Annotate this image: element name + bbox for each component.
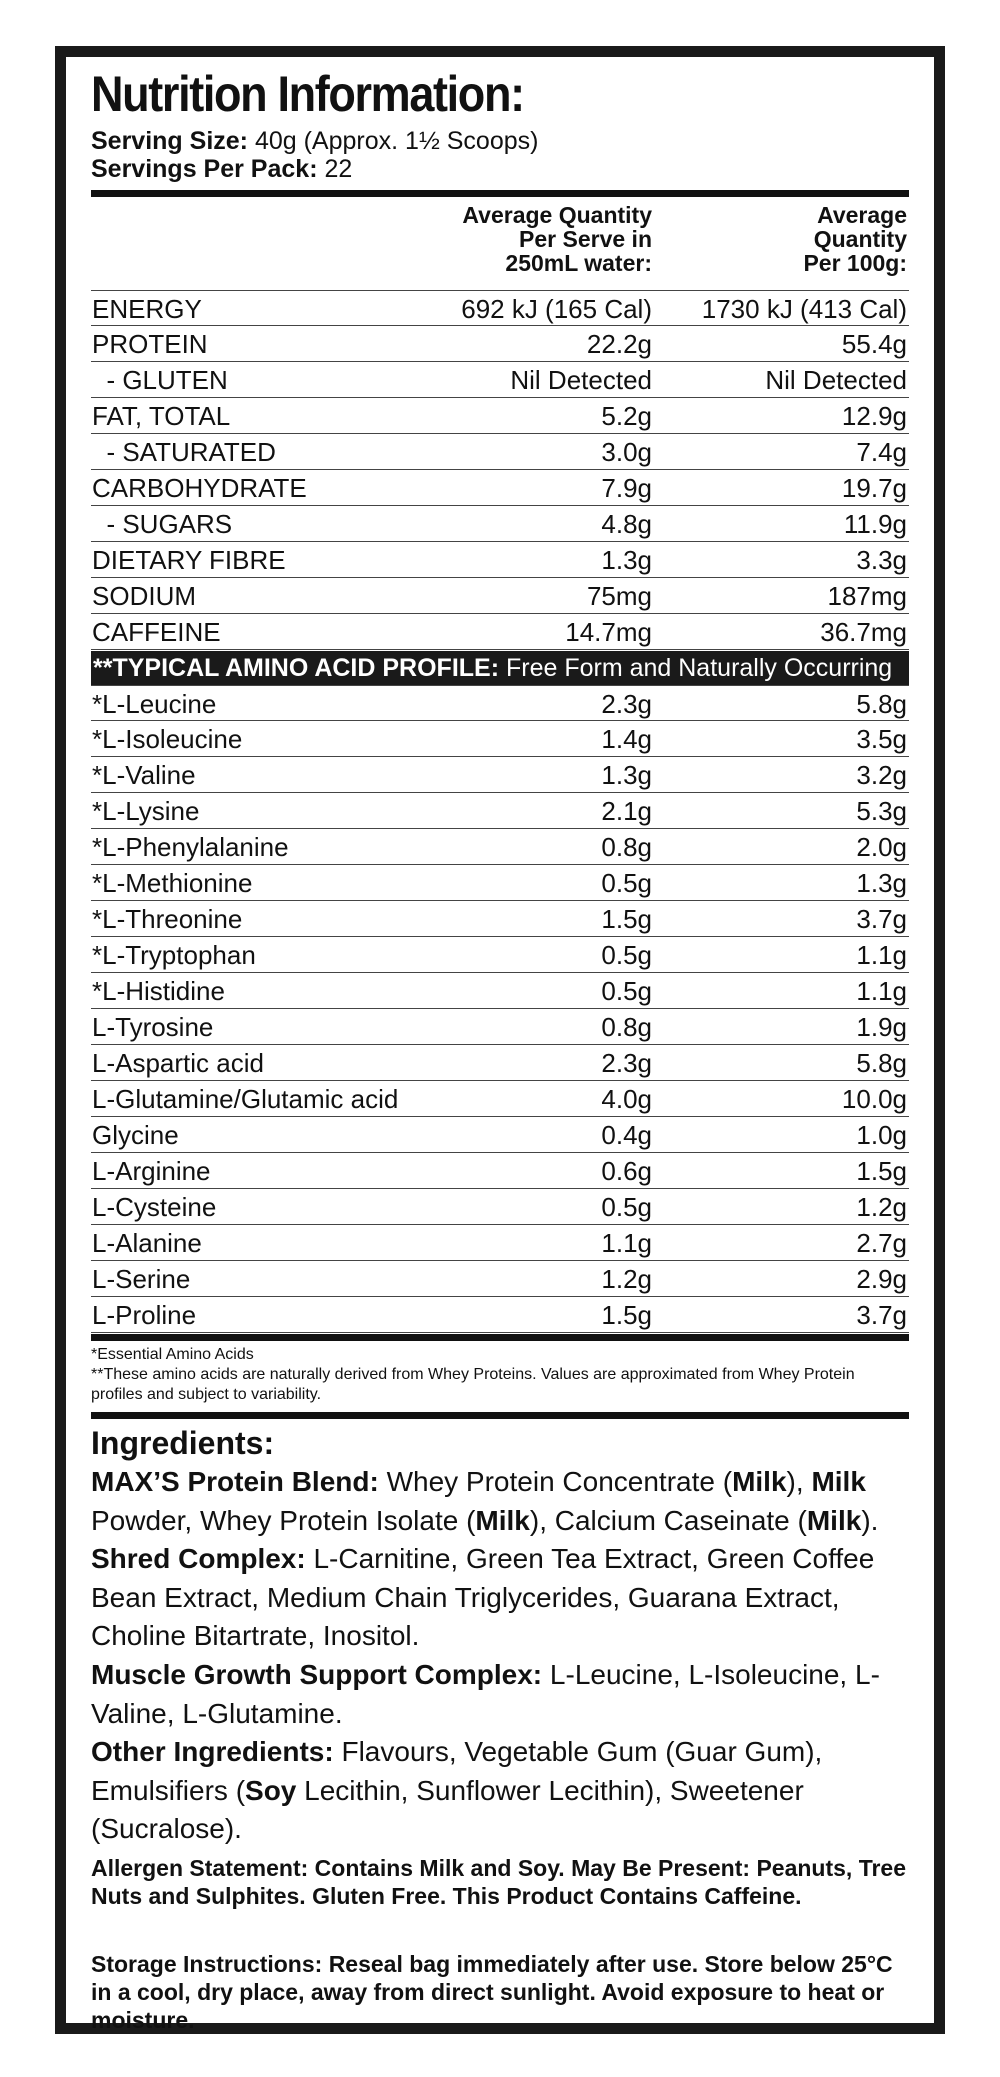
- row-per-100g: 12.9g: [841, 401, 907, 431]
- divider-amino-end: [91, 1334, 909, 1341]
- column-header-per-100g: Average Quantity Per 100g:: [803, 202, 907, 276]
- row-name: PROTEIN: [92, 329, 208, 359]
- row-name: L-Serine: [92, 1264, 191, 1294]
- row-per-100g: 5.8g: [856, 689, 907, 719]
- table-row: [91, 757, 909, 793]
- page-title: Nutrition Information:: [91, 66, 524, 122]
- row-name: L-Arginine: [92, 1156, 211, 1186]
- table-row: [91, 829, 909, 865]
- row-per-serve: 1.1g: [601, 1228, 652, 1258]
- table-row: [91, 685, 909, 721]
- row-per-serve: 0.5g: [601, 868, 652, 898]
- row-name: CAFFEINE: [92, 617, 221, 647]
- table-row: [91, 1297, 909, 1333]
- row-per-serve: 1.3g: [601, 545, 652, 575]
- row-per-100g: 10.0g: [841, 1084, 907, 1114]
- table-row: [91, 1261, 909, 1297]
- row-per-serve: 2.1g: [601, 796, 652, 826]
- ingredients-shred: Shred Complex: L-Carnitine, Green Tea Extract, Green Coffee Bean Extract, Medium Chain Triglycerides, Guarana Extract, Choline Bitartrate, Inositol.: [91, 1543, 875, 1651]
- row-name: *L-Tryptophan: [92, 940, 256, 970]
- table-row: [91, 470, 909, 506]
- amino-profile-title: **TYPICAL AMINO ACID PROFILE:: [93, 654, 500, 682]
- row-name: L-Aspartic acid: [92, 1048, 264, 1078]
- row-name: SODIUM: [92, 581, 196, 611]
- row-per-serve: 7.9g: [601, 473, 652, 503]
- row-per-100g: 2.7g: [856, 1228, 907, 1258]
- row-per-serve: 0.4g: [601, 1120, 652, 1150]
- row-per-serve: 692 kJ (165 Cal): [461, 294, 652, 324]
- row-name: DIETARY FIBRE: [92, 545, 286, 575]
- row-per-100g: 3.5g: [856, 724, 907, 754]
- row-per-serve: 0.5g: [601, 1192, 652, 1222]
- row-per-100g: 1.1g: [856, 940, 907, 970]
- row-per-100g: 55.4g: [841, 329, 907, 359]
- row-per-100g: 1730 kJ (413 Cal): [701, 294, 907, 324]
- row-per-100g: 1.0g: [856, 1120, 907, 1150]
- row-name: L-Cysteine: [92, 1192, 217, 1222]
- row-per-100g: 1.2g: [856, 1192, 907, 1222]
- row-per-100g: 1.1g: [856, 976, 907, 1006]
- row-per-100g: 3.3g: [856, 545, 907, 575]
- row-per-serve: 1.2g: [601, 1264, 652, 1294]
- serving-size-value: 40g (Approx. 1½ Scoops): [254, 127, 539, 155]
- row-per-serve: 1.5g: [601, 1300, 652, 1330]
- row-per-100g: 3.7g: [856, 1300, 907, 1330]
- row-per-serve: 0.5g: [601, 976, 652, 1006]
- row-per-serve: 14.7mg: [565, 617, 652, 647]
- amino-profile-subtitle: Free Form and Naturally Occurring: [499, 654, 893, 682]
- row-per-serve: 2.3g: [601, 1048, 652, 1078]
- table-row: [91, 973, 909, 1009]
- row-name: - GLUTEN: [92, 365, 228, 395]
- row-per-serve: 3.0g: [601, 437, 652, 467]
- servings-value: 22: [324, 155, 353, 183]
- row-name: Glycine: [92, 1120, 179, 1150]
- servings-label: Servings Per Pack:: [91, 155, 318, 183]
- row-per-100g: 5.3g: [856, 796, 907, 826]
- ingredients-blend: MAX’S Protein Blend: Whey Protein Concentrate (Milk), Milk Powder, Whey Protein Isolate (Milk), Calcium Caseinate (Milk).: [91, 1466, 879, 1536]
- row-per-serve: 4.8g: [601, 509, 652, 539]
- row-name: L-Proline: [92, 1300, 197, 1330]
- row-per-serve: 0.8g: [601, 832, 652, 862]
- row-per-100g: 187mg: [827, 581, 907, 611]
- table-row: [91, 721, 909, 757]
- row-name: - SUGARS: [92, 509, 233, 539]
- table-row: [91, 1117, 909, 1153]
- table-row: [91, 326, 909, 362]
- ingredients-title: Ingredients:: [91, 1425, 275, 1461]
- table-row: [91, 614, 909, 650]
- footnote-derived: **These amino acids are naturally derived from Whey Proteins. Values are approximated from Whey Protein profiles and subject to variability.: [91, 1366, 855, 1403]
- table-row: [91, 290, 909, 326]
- row-per-serve: 4.0g: [601, 1084, 652, 1114]
- table-row: [91, 362, 909, 398]
- divider-top: [91, 190, 909, 197]
- table-row: [91, 793, 909, 829]
- storage-instructions: Storage Instructions: Reseal bag immediately after use. Store below 25°C in a cool, dry place, away from direct sunlight. Avoid exposure to heat or moisture.: [91, 1951, 893, 2033]
- row-name: *L-Valine: [92, 760, 196, 790]
- table-row: [91, 434, 909, 470]
- row-name: L-Alanine: [92, 1228, 202, 1258]
- row-name: *L-Methionine: [92, 868, 253, 898]
- row-name: *L-Lysine: [92, 796, 200, 826]
- row-per-100g: 3.7g: [856, 904, 907, 934]
- row-name: L-Glutamine/Glutamic acid: [92, 1084, 399, 1114]
- column-header-per-serve: Average Quantity Per Serve in 250mL water:: [462, 202, 652, 276]
- table-row: [91, 1009, 909, 1045]
- amino-profile-header: [91, 651, 909, 685]
- row-name: ENERGY: [92, 294, 202, 324]
- ingredients-other: Other Ingredients: Flavours, Vegetable Gum (Guar Gum), Emulsifiers (Soy Lecithin, Sunflower Lecithin), Sweetener (Sucralose).: [91, 1736, 823, 1844]
- row-per-serve: 0.5g: [601, 940, 652, 970]
- table-row: [91, 1189, 909, 1225]
- table-row: [91, 578, 909, 614]
- row-per-100g: 2.9g: [856, 1264, 907, 1294]
- row-per-serve: 0.8g: [601, 1012, 652, 1042]
- row-name: *L-Histidine: [92, 976, 225, 1006]
- row-per-serve: 22.2g: [586, 329, 652, 359]
- row-per-serve: Nil Detected: [510, 365, 652, 395]
- table-row: [91, 1153, 909, 1189]
- footnote-essential: *Essential Amino Acids: [91, 1346, 254, 1363]
- row-per-100g: Nil Detected: [765, 365, 907, 395]
- table-row: [91, 1045, 909, 1081]
- row-name: *L-Isoleucine: [92, 724, 243, 754]
- allergen-statement: Allergen Statement: Contains Milk and Soy. May Be Present: Peanuts, Tree Nuts and Sulphites. Gluten Free. This Product Contains Caffeine.: [91, 1855, 907, 1909]
- serving-size-label: Serving Size:: [91, 127, 248, 155]
- table-row: [91, 398, 909, 434]
- row-per-100g: 7.4g: [856, 437, 907, 467]
- row-per-100g: 1.5g: [856, 1156, 907, 1186]
- row-per-100g: 19.7g: [841, 473, 907, 503]
- row-per-serve: 2.3g: [601, 689, 652, 719]
- table-row: [91, 1081, 909, 1117]
- row-name: *L-Phenylalanine: [92, 832, 289, 862]
- row-name: *L-Threonine: [92, 904, 243, 934]
- serving-size: [91, 127, 538, 156]
- row-per-100g: 1.9g: [856, 1012, 907, 1042]
- nutrition-panel: [55, 46, 945, 2034]
- row-per-100g: 5.8g: [856, 1048, 907, 1078]
- row-per-serve: 5.2g: [601, 401, 652, 431]
- table-row: [91, 542, 909, 578]
- row-name: CARBOHYDRATE: [92, 473, 307, 503]
- row-per-serve: 1.5g: [601, 904, 652, 934]
- row-name: *L-Leucine: [92, 689, 217, 719]
- row-name: L-Tyrosine: [92, 1012, 214, 1042]
- row-per-100g: 2.0g: [856, 832, 907, 862]
- divider-ingredients: [91, 1412, 909, 1419]
- row-name: - SATURATED: [92, 437, 276, 467]
- row-per-100g: 3.2g: [856, 760, 907, 790]
- row-per-serve: 1.3g: [601, 760, 652, 790]
- table-row: [91, 865, 909, 901]
- row-per-serve: 0.6g: [601, 1156, 652, 1186]
- row-per-100g: 1.3g: [856, 868, 907, 898]
- row-name: FAT, TOTAL: [92, 401, 231, 431]
- table-row: [91, 506, 909, 542]
- row-per-serve: 75mg: [586, 581, 652, 611]
- servings-per-pack: [91, 155, 352, 184]
- table-row: [91, 1225, 909, 1261]
- ingredients-muscle: Muscle Growth Support Complex: L-Leucine, L-Isoleucine, L-Valine, L-Glutamine.: [91, 1659, 880, 1729]
- table-row: [91, 901, 909, 937]
- row-per-100g: 11.9g: [843, 509, 907, 539]
- row-per-100g: 36.7mg: [820, 617, 907, 647]
- table-row: [91, 937, 909, 973]
- row-per-serve: 1.4g: [601, 724, 652, 754]
